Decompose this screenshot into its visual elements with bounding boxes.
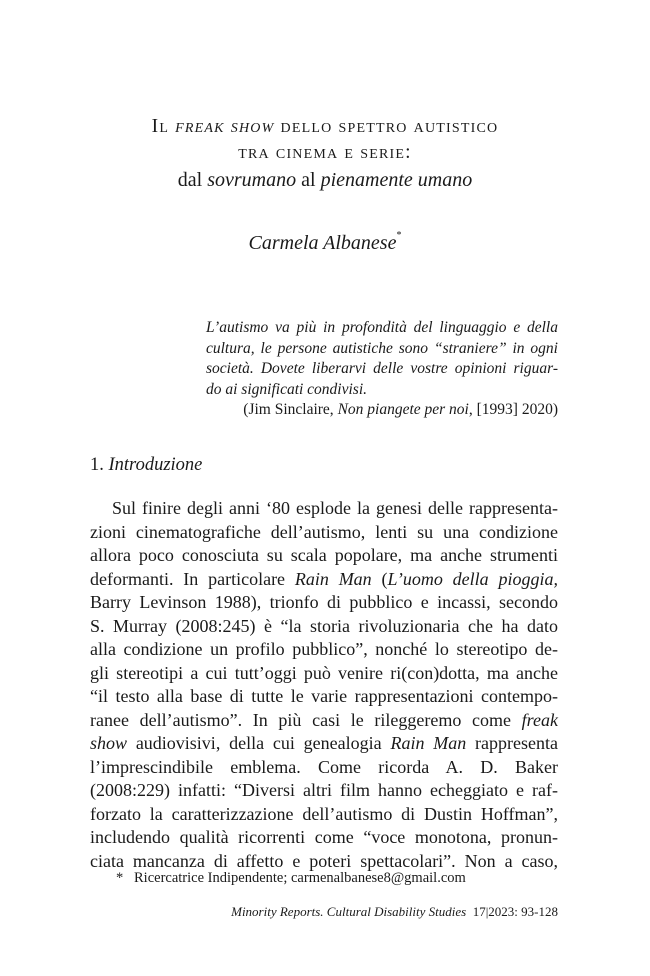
body-line: “il testo alla base di tutte le varie rappresentazioni contempo- bbox=[90, 686, 558, 706]
running-footer bbox=[231, 904, 558, 920]
section-title: Introduzione bbox=[108, 455, 203, 475]
body-line-part: ranee dell’autismo”. In più casi le rileggeremo come bbox=[90, 709, 522, 730]
epigraph-line: società. Dovete liberarvi delle vostre opinioni riguar- bbox=[206, 360, 558, 377]
epigraph-source bbox=[206, 400, 558, 421]
subtitle-italic: sovrumano bbox=[207, 169, 297, 191]
body-line: gli stereotipi a cui tutt’oggi può venire ri(con)dotta, ma anche bbox=[90, 662, 558, 683]
author-name bbox=[0, 232, 650, 255]
body-line bbox=[90, 568, 558, 592]
title-prefix: Il bbox=[151, 116, 176, 137]
body-line: S. Murray (2008:245) è “la storia rivoluzionaria che ha dato bbox=[90, 615, 558, 636]
epigraph-line: cultura, le persone autistiche sono “straniere” in ogni bbox=[206, 339, 558, 357]
section-heading bbox=[90, 455, 202, 476]
film-title-italic: Rain Man bbox=[390, 733, 467, 753]
title-italic-freak-show: freak show bbox=[175, 116, 275, 137]
body-line: allora poco conosciuta su scala popolare, ma anche strumenti bbox=[90, 545, 558, 565]
epigraph-source-part: , [1993] 2020) bbox=[468, 401, 558, 418]
title-line-1 bbox=[0, 114, 650, 140]
article-title bbox=[0, 114, 650, 194]
author-footnote-mark[interactable]: * bbox=[396, 230, 402, 241]
subtitle-part: al bbox=[296, 169, 321, 191]
journal-name: Minority Reports. Cultural Disability Studies bbox=[231, 904, 467, 919]
body-line: l’imprescindibile emblema. Come ricorda A. D. Baker bbox=[90, 756, 558, 777]
body-line-part: deformanti. In particolare bbox=[90, 568, 295, 589]
title-line-2: tra cinema e serie: bbox=[238, 142, 412, 163]
title-suffix: dello spettro autistico bbox=[274, 116, 499, 137]
subtitle-part: dal bbox=[177, 169, 208, 191]
body-line-part: audiovisivi, della cui genealogia bbox=[127, 733, 391, 753]
footnote-mark: * bbox=[116, 870, 124, 886]
author-text: Carmela Albanese bbox=[248, 232, 397, 254]
film-title-italic: Rain Man bbox=[294, 568, 372, 589]
body-line: Barry Levinson 1988), trionfo di pubblico e incassi, secondo bbox=[90, 592, 558, 612]
body-line: zioni cinematografiche dell’autismo, lenti su una condizione bbox=[90, 521, 558, 542]
epigraph bbox=[206, 318, 558, 421]
body-line bbox=[90, 732, 558, 756]
body-italic: show bbox=[90, 733, 128, 753]
epigraph-line: do ai significati condivisi. bbox=[206, 380, 368, 398]
epigraph-source-title: Non piangete per noi bbox=[337, 401, 469, 418]
body-line bbox=[90, 709, 558, 733]
body-line: forzato la caratterizzazione dell’autismo di Dustin Hoffman”, bbox=[90, 803, 558, 824]
subtitle-italic: pienamente umano bbox=[320, 169, 473, 191]
body-line: includendo qualità ricorrenti come “voce monotona, pronun- bbox=[90, 827, 558, 847]
issue-pages: 17|2023: 93-128 bbox=[472, 904, 558, 919]
footnote bbox=[116, 870, 466, 887]
body-line: Sul finire degli anni ‘80 esplode la genesi delle rappresenta- bbox=[112, 498, 558, 518]
body-line-part: ( bbox=[371, 568, 388, 589]
subtitle bbox=[0, 166, 650, 194]
body-line-part: rappresenta bbox=[466, 733, 559, 753]
body-line: ciata mancanza di affetto e poteri spettacolari”. Non a caso, bbox=[90, 850, 558, 871]
epigraph-source-part: (Jim Sinclaire, bbox=[243, 401, 338, 418]
epigraph-line: L’autismo va più in profondità del linguaggio e della bbox=[206, 319, 558, 336]
film-title-italic: L’uomo della pioggia, bbox=[387, 568, 558, 589]
body-line: alla condizione un profilo pubblico”, nonché lo stereotipo de- bbox=[90, 639, 558, 659]
body-italic: freak bbox=[521, 709, 558, 730]
body-paragraph bbox=[90, 497, 558, 873]
section-number: 1. bbox=[90, 455, 109, 475]
body-line: (2008:229) infatti: “Diversi altri film hanno echeggiato e raf- bbox=[90, 780, 558, 800]
footnote-text: Ricercatrice Indipendente; carmenalbanese8@gmail.com bbox=[134, 870, 466, 886]
